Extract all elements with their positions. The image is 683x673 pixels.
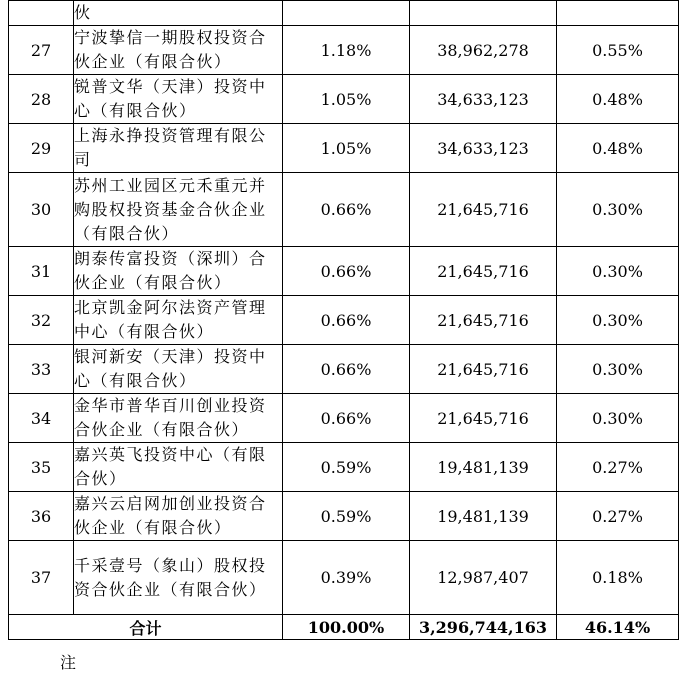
name-cell: 嘉兴英飞投资中心（有限合伙） [74, 443, 283, 492]
pct-cell: 1.18% [283, 26, 410, 75]
no-cell: 35 [9, 443, 74, 492]
pct-cell: 0.66% [283, 345, 410, 394]
pct-cell: 1.05% [283, 75, 410, 124]
pct-cell: 0.59% [283, 443, 410, 492]
pct-cell [283, 1, 410, 26]
note-text: 注 [60, 653, 77, 672]
ratio-cell: 0.30% [557, 296, 679, 345]
amount-cell: 34,633,123 [410, 75, 557, 124]
name-cell: 宁波挚信一期股权投资合伙企业（有限合伙） [74, 26, 283, 75]
ratio-cell: 0.48% [557, 75, 679, 124]
amount-cell: 21,645,716 [410, 296, 557, 345]
total-amount: 3,296,744,163 [410, 615, 557, 640]
no-cell [9, 1, 74, 26]
table-row [9, 247, 679, 296]
no-cell: 30 [9, 173, 74, 247]
ratio-cell: 0.27% [557, 492, 679, 541]
total-ratio: 46.14% [557, 615, 679, 640]
no-cell: 37 [9, 541, 74, 615]
no-cell: 29 [9, 124, 74, 173]
pct-cell: 0.66% [283, 247, 410, 296]
table-body [9, 1, 679, 615]
name-cell: 伙 [74, 1, 283, 26]
name-cell: 锐普文华（天津）投资中心（有限合伙） [74, 75, 283, 124]
table-row [9, 394, 679, 443]
table-row [9, 75, 679, 124]
name-cell: 朗泰传富投资（深圳）合伙企业（有限合伙） [74, 247, 283, 296]
pct-cell: 0.66% [283, 173, 410, 247]
table-row [9, 173, 679, 247]
pct-cell: 0.39% [283, 541, 410, 615]
total-label: 合计 [9, 615, 283, 640]
name-cell: 嘉兴云启网加创业投资合伙企业（有限合伙） [74, 492, 283, 541]
total-row [9, 615, 679, 640]
ratio-cell: 0.27% [557, 443, 679, 492]
no-cell: 31 [9, 247, 74, 296]
table-row [9, 26, 679, 75]
amount-cell: 34,633,123 [410, 124, 557, 173]
table-row [9, 345, 679, 394]
ratio-cell: 0.55% [557, 26, 679, 75]
amount-cell: 21,645,716 [410, 247, 557, 296]
ratio-cell: 0.18% [557, 541, 679, 615]
pct-cell: 0.66% [283, 296, 410, 345]
table-row [9, 492, 679, 541]
table-row-partial [9, 1, 679, 26]
no-cell: 33 [9, 345, 74, 394]
no-cell: 27 [9, 26, 74, 75]
no-cell: 32 [9, 296, 74, 345]
amount-cell: 21,645,716 [410, 345, 557, 394]
name-cell: 金华市普华百川创业投资合伙企业（有限合伙） [74, 394, 283, 443]
table-row [9, 124, 679, 173]
amount-cell: 21,645,716 [410, 394, 557, 443]
no-cell: 36 [9, 492, 74, 541]
table-row [9, 296, 679, 345]
ratio-cell: 0.48% [557, 124, 679, 173]
amount-cell: 19,481,139 [410, 443, 557, 492]
name-cell: 苏州工业园区元禾重元并购股权投资基金合伙企业（有限合伙） [74, 173, 283, 247]
no-cell: 34 [9, 394, 74, 443]
name-cell: 北京凯金阿尔法资产管理中心（有限合伙） [74, 296, 283, 345]
name-cell: 银河新安（天津）投资中心（有限合伙） [74, 345, 283, 394]
shareholder-table [8, 0, 679, 640]
table-row [9, 443, 679, 492]
amount-cell: 38,962,278 [410, 26, 557, 75]
table-footer [9, 615, 679, 640]
pct-cell: 1.05% [283, 124, 410, 173]
no-cell: 28 [9, 75, 74, 124]
amount-cell [410, 1, 557, 26]
total-pct: 100.00% [283, 615, 410, 640]
ratio-cell: 0.30% [557, 247, 679, 296]
amount-cell: 19,481,139 [410, 492, 557, 541]
name-cell: 千采壹号（象山）股权投资合伙企业（有限合伙） [74, 541, 283, 615]
ratio-cell: 0.30% [557, 173, 679, 247]
pct-cell: 0.59% [283, 492, 410, 541]
ratio-cell [557, 1, 679, 26]
pct-cell: 0.66% [283, 394, 410, 443]
amount-cell: 12,987,407 [410, 541, 557, 615]
ratio-cell: 0.30% [557, 345, 679, 394]
table-row [9, 541, 679, 615]
amount-cell: 21,645,716 [410, 173, 557, 247]
name-cell: 上海永挣投资管理有限公司 [74, 124, 283, 173]
ratio-cell: 0.30% [557, 394, 679, 443]
